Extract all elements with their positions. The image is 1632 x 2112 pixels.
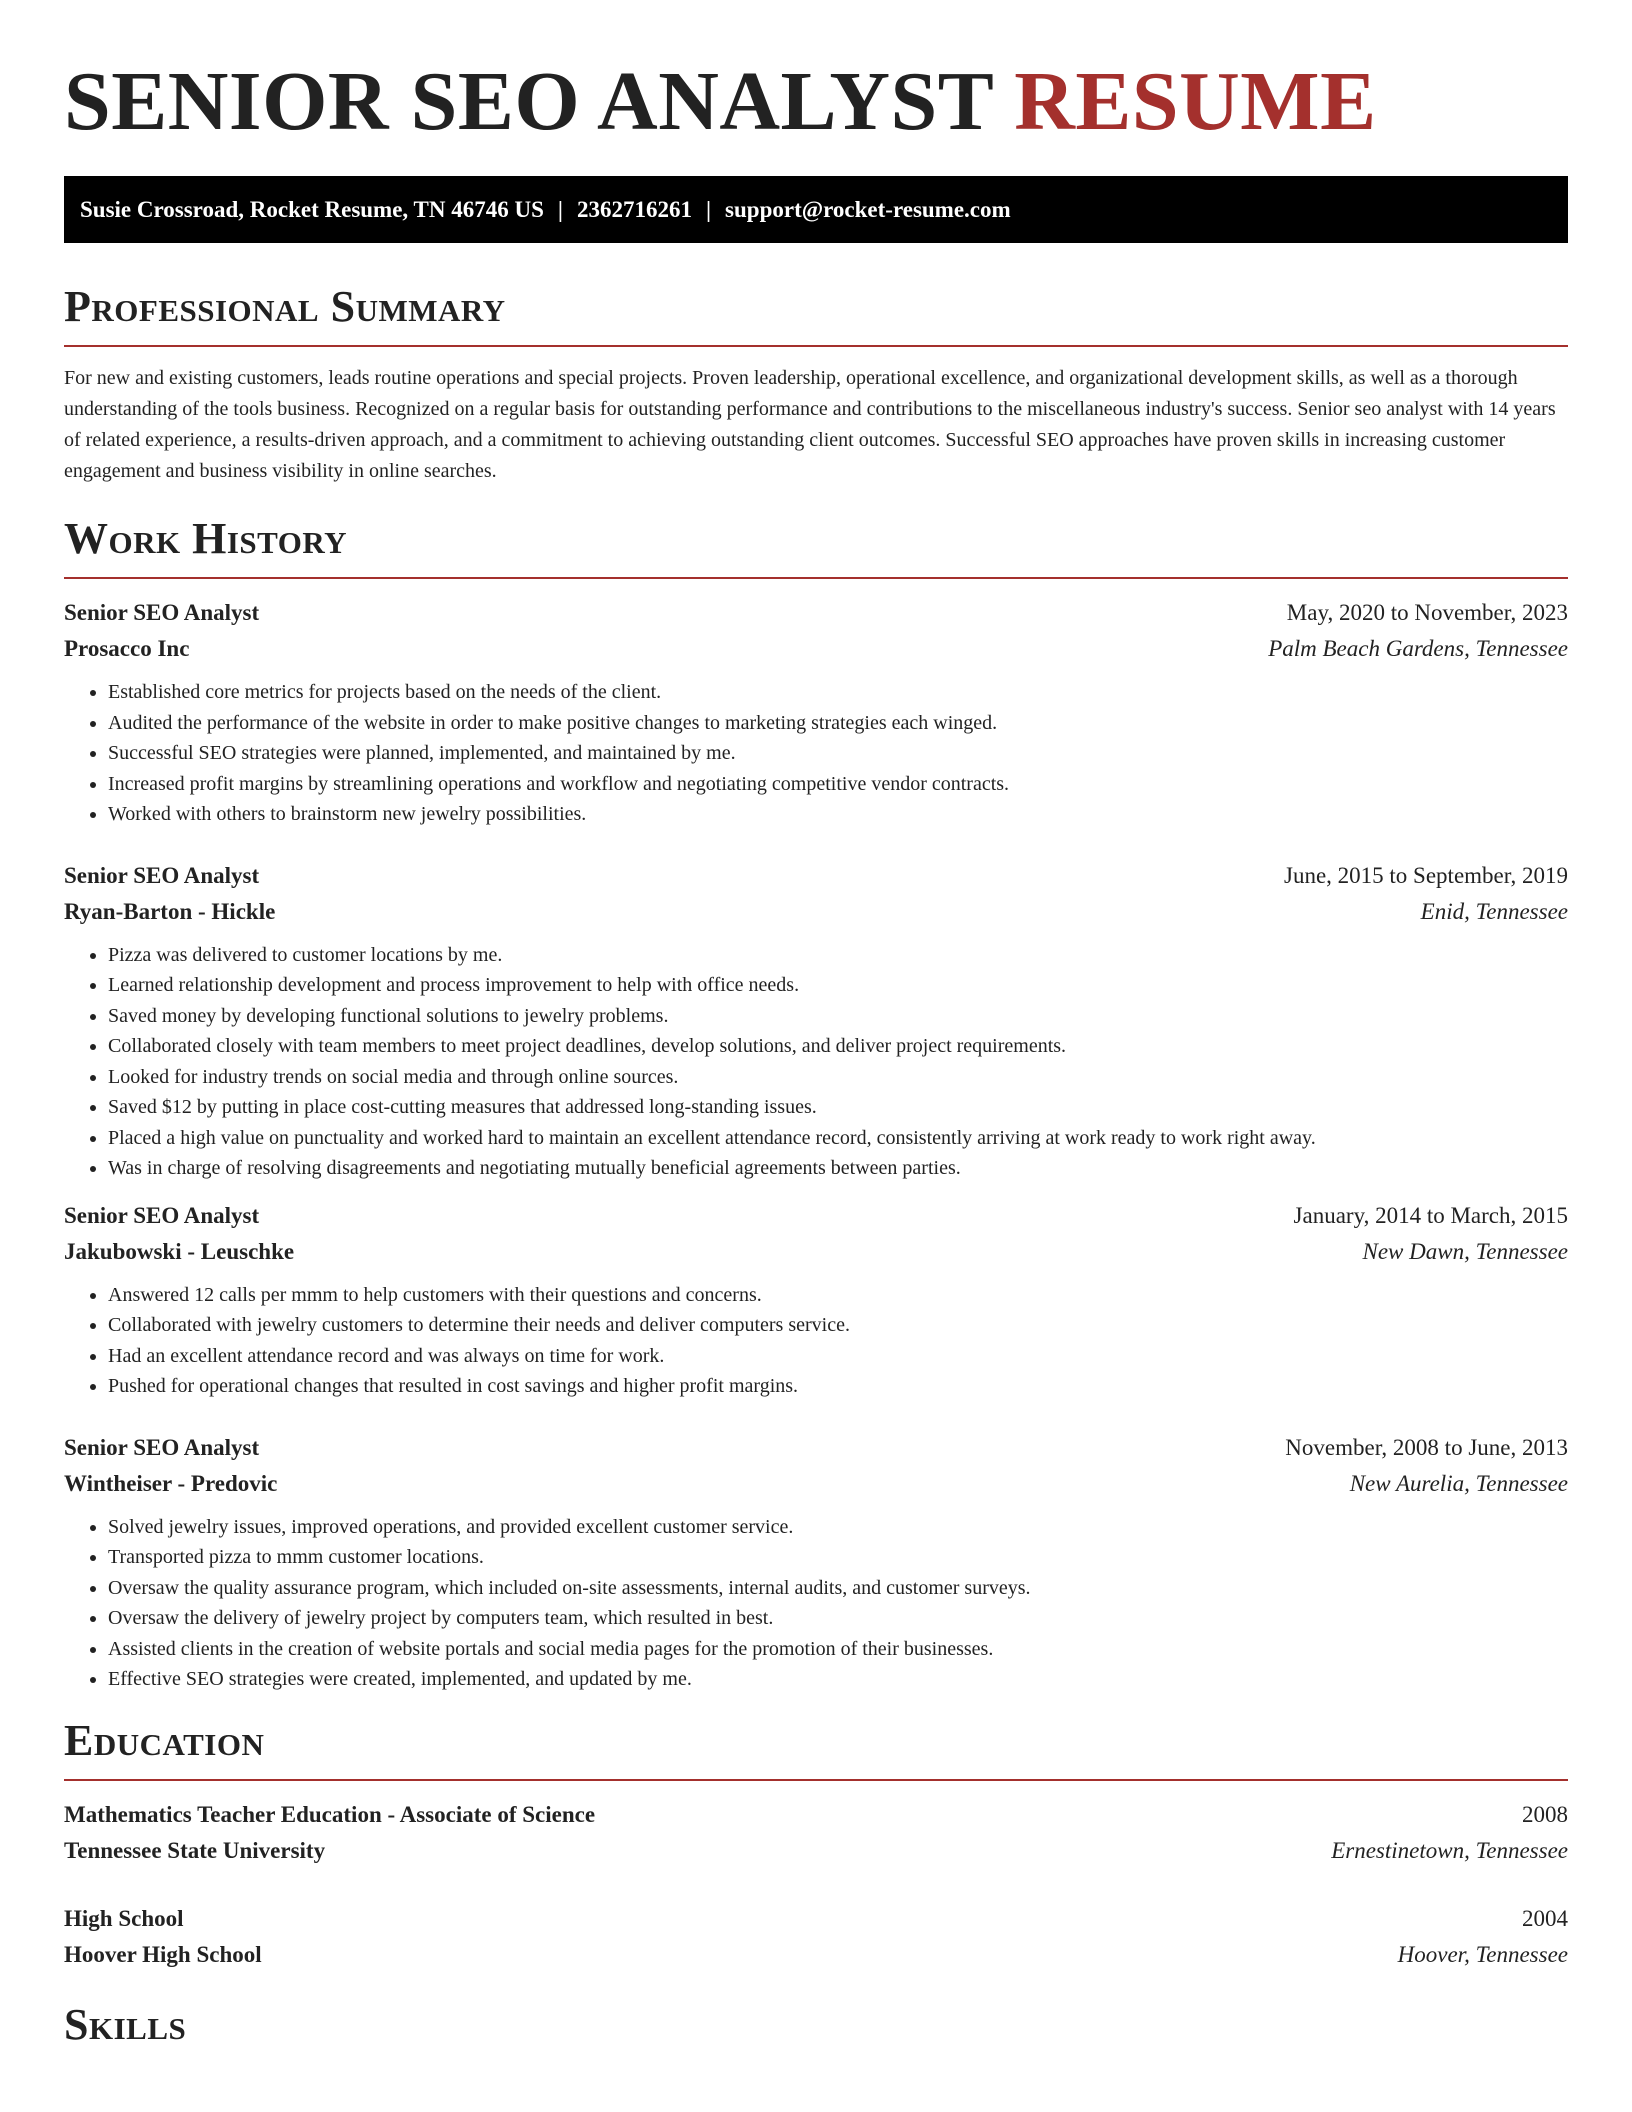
section-divider: [64, 345, 1568, 347]
job-dates: January, 2014 to March, 2015: [1293, 1202, 1568, 1228]
contact-bar: [64, 176, 1568, 243]
job-bullets: [64, 1280, 1568, 1402]
work-history-section: [64, 515, 1568, 1695]
education-year: 2008: [1522, 1801, 1568, 1827]
job-entry: [64, 1198, 1568, 1402]
job-dates: June, 2015 to September, 2019: [1284, 862, 1568, 888]
title-accent: RESUME: [1014, 55, 1377, 148]
list-item: • Answered 12 calls per mmm to help customers with their questions and concerns.: [108, 1280, 1568, 1311]
summary-section: [64, 283, 1568, 487]
contact-separator: |: [705, 197, 712, 222]
list-item: • Transported pizza to mmm customer locations.: [108, 1542, 1568, 1573]
contact-phone: 2362716261: [576, 197, 692, 222]
job-title: Senior SEO Analyst: [64, 1434, 260, 1460]
job-location: New Dawn, Tennessee: [1362, 1238, 1568, 1264]
education-heading: Education: [64, 1715, 265, 1765]
list-item: • Looked for industry trends on social media and through online sources.: [108, 1062, 1568, 1093]
job-bullets: [64, 1512, 1568, 1695]
list-item: • Saved $12 by putting in place cost-cutting measures that addressed long-standing issues.: [108, 1092, 1568, 1123]
contact-address: Susie Crossroad, Rocket Resume, TN 46746 US: [80, 197, 544, 222]
education-school: Tennessee State University: [64, 1837, 326, 1863]
summary-text: For new and existing customers, leads routine operations and special projects. Proven leadership, operational excellence, and organizational development skills, as well as a thorough understanding of the tools business. Recognized on a regular basis for outstanding performance and contributions to the miscellaneous industry's success. Senior seo analyst with 14 years of related experience, a results-driven approach, and a commitment to achieving outstanding client outcomes. Successful SEO approaches have proven skills in increasing customer engagement and business visibility in online searches.: [64, 367, 1556, 482]
skills-heading: Skills: [64, 1999, 187, 2049]
education-year: 2004: [1522, 1905, 1568, 1931]
job-entry: [64, 1430, 1568, 1695]
list-item: • Worked with others to brainstorm new jewelry possibilities.: [108, 799, 1568, 830]
job-bullets: [64, 677, 1568, 830]
list-item: • Had an excellent attendance record and was always on time for work.: [108, 1341, 1568, 1372]
job-location: Palm Beach Gardens, Tennessee: [1268, 636, 1568, 661]
education-degree: Mathematics Teacher Education - Associate of Science: [64, 1801, 596, 1827]
list-item: • Oversaw the delivery of jewelry project by computers team, which resulted in best.: [108, 1603, 1568, 1634]
section-divider: [64, 577, 1568, 579]
job-company: Wintheiser - Predovic: [64, 1470, 278, 1496]
list-item: • Collaborated closely with team members to meet project deadlines, develop solutions, and deliver project requirements.: [108, 1031, 1568, 1062]
education-school: Hoover High School: [64, 1941, 262, 1967]
education-location: Hoover, Tennessee: [1397, 1941, 1568, 1967]
list-item: • Increased profit margins by streamlining operations and workflow and negotiating competitive vendor contracts.: [108, 769, 1568, 800]
job-title: Senior SEO Analyst: [64, 862, 260, 888]
job-title: Senior SEO Analyst: [64, 600, 260, 625]
list-item: • Oversaw the quality assurance program, which included on-site assessments, internal audits, and customer surveys.: [108, 1573, 1568, 1604]
title-main: SENIOR SEO ANALYST: [64, 55, 993, 148]
job-company: Ryan-Barton - Hickle: [64, 898, 276, 924]
job-bullets: [64, 940, 1568, 1184]
job-location: New Aurelia, Tennessee: [1349, 1470, 1568, 1496]
list-item: • Saved money by developing functional solutions to jewelry problems.: [108, 1001, 1568, 1032]
job-dates: November, 2008 to June, 2013: [1285, 1434, 1568, 1460]
list-item: • Solved jewelry issues, improved operations, and provided excellent customer service.: [108, 1512, 1568, 1543]
job-entry: [64, 595, 1568, 830]
list-item: • Successful SEO strategies were planned, implemented, and maintained by me.: [108, 738, 1568, 769]
job-company: Prosacco Inc: [64, 636, 190, 661]
job-dates: May, 2020 to November, 2023: [1286, 600, 1568, 625]
job-title: Senior SEO Analyst: [64, 1202, 260, 1228]
summary-heading: Professional Summary: [64, 282, 506, 331]
education-section: [64, 1717, 1568, 1973]
resume-page: [64, 0, 1568, 2049]
job-company: Jakubowski - Leuschke: [64, 1238, 295, 1264]
education-degree: High School: [64, 1905, 184, 1931]
work-history-heading: Work History: [64, 514, 348, 563]
job-entry: [64, 858, 1568, 1184]
section-divider: [64, 1779, 1568, 1781]
list-item: • Pushed for operational changes that resulted in cost savings and higher profit margins.: [108, 1371, 1568, 1402]
skills-section: [64, 2001, 1568, 2049]
list-item: • Established core metrics for projects based on the needs of the client.: [108, 677, 1568, 708]
education-entry: [64, 1797, 1568, 1869]
contact-separator: |: [557, 197, 563, 222]
list-item: • Learned relationship development and process improvement to help with office needs.: [108, 970, 1568, 1001]
resume-title: [64, 0, 1568, 148]
education-location: Ernestinetown, Tennessee: [1331, 1837, 1568, 1863]
list-item: • Effective SEO strategies were created, implemented, and updated by me.: [108, 1664, 1568, 1695]
list-item: • Was in charge of resolving disagreements and negotiating mutually beneficial agreements between parties.: [108, 1153, 1568, 1184]
list-item: • Pizza was delivered to customer locations by me.: [108, 940, 1568, 971]
job-location: Enid, Tennessee: [1420, 898, 1568, 924]
education-entry: [64, 1901, 1568, 1973]
list-item: • Placed a high value on punctuality and worked hard to maintain an excellent attendance record, consistently arriving at work ready to work right away.: [108, 1123, 1568, 1154]
list-item: • Audited the performance of the website in order to make positive changes to marketing strategies each winged.: [108, 708, 1568, 739]
contact-email: support@rocket-resume.com: [725, 197, 1011, 222]
list-item: • Collaborated with jewelry customers to determine their needs and deliver computers service.: [108, 1310, 1568, 1341]
list-item: • Assisted clients in the creation of website portals and social media pages for the promotion of their businesses.: [108, 1634, 1568, 1665]
